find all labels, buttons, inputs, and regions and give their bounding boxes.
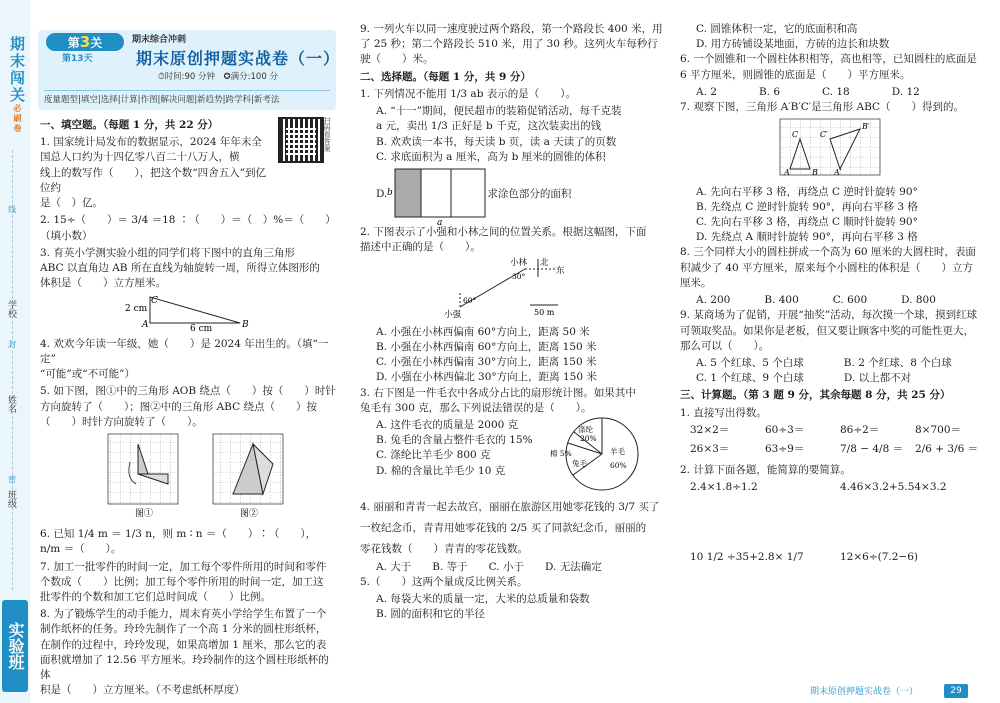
question-2-8: [680, 245, 990, 291]
q4-line: 4. 丽丽和青青一起去故宫，丽丽在旅游区用她零花钱的 3/7 买了: [360, 500, 660, 513]
transform-grid-figure: [680, 117, 990, 179]
question-2-4: [360, 500, 670, 558]
question-2-6: [680, 52, 990, 82]
brand-vertical-title: 期末闯关必刷卷: [8, 36, 26, 134]
option-2-3-b: B. 兔毛的含量占整件毛衣的 15%: [376, 434, 533, 447]
q3-options-with-pie: [360, 418, 670, 500]
option-2-1-a: [376, 104, 670, 134]
position-map-figure: [360, 257, 670, 319]
option-d: D. 以上都不对: [843, 372, 912, 385]
calc-item: 4.46×3.2+5.54×3.2: [840, 481, 947, 494]
seal-line: [12, 150, 14, 590]
q9-line: 可领取奖品。如果你是老板，但又要让顾客中奖的可能性更大，: [680, 324, 974, 337]
vertex-a: A: [784, 168, 790, 178]
stage-badge: 第3关: [46, 33, 124, 51]
seal-tick-seal: 封: [7, 340, 17, 348]
option-2-5-d: D. 用方砖铺设某地面，方砖的边长和块数: [696, 38, 890, 51]
calc-item: 86÷2＝: [840, 423, 880, 436]
option-a: A. 200: [696, 294, 731, 307]
triangle-left-label: 2 cm: [125, 304, 148, 315]
east-label: 东: [556, 266, 565, 277]
section-choice-title: 二、选择题。（每题 1 分，共 9 分）: [360, 70, 531, 83]
calc-item: 10 1/2 ÷35+2.8× 1/7: [690, 550, 804, 563]
column-2: [360, 22, 670, 622]
q9-line: 9. 某商场为了促销，开展“抽奖”活动，每次摸一个球，摸到红球: [680, 309, 978, 322]
option-line: a 元，卖出 1/3 正好是 b 千克，这次装卖出的钱: [376, 120, 602, 133]
pie-polyester-label: 涤纶: [578, 424, 593, 434]
options-2-4: A. 大于 B. 等于 C. 小于 D. 无法确定: [376, 560, 602, 573]
q8-line: 积减少了 40 平方厘米，原来每个小圆柱的体积是（ ）立方: [680, 261, 974, 274]
q1-line: 1. 国家统计局发布的数据显示，2024 年年末全: [40, 136, 262, 149]
angle-60-label: 60°: [463, 296, 477, 306]
vertex-c: C: [792, 130, 799, 140]
option-2-3-a: A. 这件毛衣的质量是 2000 克: [376, 418, 519, 431]
option-2-1-b: B. 欢欢读一本书，每天读 b 页，读 a 天读了的页数: [376, 135, 617, 148]
option-line: A. “十一”期间，便民超市的装箱促销活动，每千克装: [376, 105, 622, 118]
q3-line: 体积是（ ）立方厘米。: [40, 277, 166, 290]
pie-wool-pct: 60%: [610, 460, 627, 470]
question-2-7: 7. 观察下图，三角形 A′B′C′是三角形 ABC（ ）得到的。: [680, 101, 965, 114]
options-2-9-cd: [696, 371, 990, 386]
exam-header: [38, 30, 341, 110]
q9-line: 9. 一列火车以同一速度驶过两个路段，第一个路段长 400 米，用: [360, 23, 663, 35]
time-limit: ⏱时间:90 分钟: [158, 72, 216, 82]
q9-line: 驶（ ）米。: [360, 53, 434, 66]
option-a: A. 5 个红球、5 个白球: [696, 356, 804, 369]
side-a-label: a: [437, 217, 443, 225]
option-a: A. 2: [696, 85, 717, 98]
option-c: C. 600: [832, 294, 868, 307]
class-label: 班级: [6, 490, 17, 508]
option-d-note: 求涂色部分的面积: [487, 188, 572, 201]
q8-line: 制作纸杯的任务。玲玲先制作了一个高 1 分米的圆柱形纸杯，: [40, 623, 327, 636]
north-label: 北: [540, 258, 549, 269]
q1-line: 是（ ）亿。: [40, 197, 103, 210]
figure-1-caption: 图①: [135, 508, 154, 519]
scale-label: 50 m: [534, 308, 555, 318]
q7-line: 7. 加工一批零件的时间一定，加工每个零件所用的时间和零件: [40, 560, 327, 573]
q5-line: 5. 如下图，图①中的三角形 AOB 绕点（ ）按（ ）时针: [40, 385, 336, 398]
brand-bottom-badge: 实验班: [2, 600, 28, 692]
calc-item: 60÷3＝: [765, 423, 805, 436]
calc-2-row-1: [690, 480, 990, 495]
wool-pie-chart: [550, 410, 650, 494]
vertex-b-prime: B′: [862, 122, 870, 132]
q6-line: 6. 一个圆锥和一个圆柱体积相等，高也相等，已知圆柱的底面是: [680, 53, 977, 66]
q3-line: ABC 以直角边 AB 所在直线为轴旋转一周，所得立体图形的: [40, 261, 320, 274]
vertex-a-prime: A′: [834, 168, 842, 178]
calc-item: 12×6÷(7.2−6): [840, 550, 919, 563]
option-2-3-c: C. 涤纶比羊毛少 800 克: [376, 449, 491, 462]
options-2-8: [696, 293, 990, 308]
figure-2-caption: 图②: [240, 508, 259, 519]
q6-line: 6 平方厘米，则圆锥的底面是（ ）平方厘米。: [680, 68, 911, 81]
q7-line: 个数成（ ）比例；加工每个零件所用的时间一定，加工这: [40, 575, 324, 588]
pie-cotton-label: 棉 5%: [550, 448, 572, 458]
stage-label: 期末综合冲刺: [132, 35, 187, 45]
option-2-5-b: B. 圆的面积和它的半径: [376, 608, 485, 621]
q2-line: 描述中正确的是（ ）。: [360, 241, 481, 254]
pie-rabbit-label: 兔毛: [572, 458, 587, 468]
vertex-b: B: [812, 168, 818, 178]
column-1: [40, 116, 336, 701]
question-1-2: 2. 15÷（ ）＝ 3/4 ＝18 ∶（ ）＝（ ）%＝（ ）（填小数）: [40, 214, 336, 242]
q4-line: “可能”或“不可能”）: [40, 368, 135, 381]
question-2-2: [360, 225, 670, 255]
option-2-2-a: A. 小强在小林西偏南 60°方向上，距离 50 米: [376, 325, 590, 338]
q9-line: 了 25 秒；第二个路段长 510 米，用了 30 秒。这列火车每秒行: [360, 38, 658, 51]
calc-item: 8×700＝: [915, 423, 962, 436]
option-2-3-d: D. 棉的含量比羊毛少 10 克: [376, 464, 506, 477]
q5-line: 方向旋转了（ ）；图②中的三角形 ABC 绕点（ ）按: [40, 400, 317, 413]
option-2-2-b: B. 小强在小林西偏南 60°方向上，距离 150 米: [376, 340, 597, 353]
option-2-7-c: C. 先向右平移 3 格，再绕点 C 顺时针旋转 90°: [696, 215, 918, 228]
qr-caption: 扫码看答案: [323, 117, 332, 152]
section-calc-title: 三、计算题。（第 3 题 9 分，其余每题 8 分，共 25 分）: [680, 389, 951, 402]
pie-wool-label: 羊毛: [610, 446, 625, 456]
question-1-4: [40, 337, 336, 383]
option-2-1-d: [376, 165, 670, 225]
topics-bar: 度量题型|填空|选择|计算|作图|解决问题|新趋势|跨学科|新考法: [44, 90, 330, 106]
calc-1-title: 1. 直接写出得数。: [680, 406, 767, 419]
xiaolin-label: 小林: [510, 258, 528, 269]
options-2-6: [696, 85, 990, 100]
question-2-5: 5.（ ）这两个量成反比例关系。: [360, 575, 528, 588]
pie-polyester-pct: 20%: [580, 433, 597, 443]
options-2-9-ab: [696, 356, 990, 371]
column-3: [680, 22, 990, 565]
option-2-5-a: A. 每袋大米的质量一定，大米的总质量和袋数: [376, 593, 590, 606]
option-2-7-a: A. 先向右平移 3 格，再绕点 C 逆时针旋转 90°: [696, 185, 918, 198]
q4-line: 4. 欢欢今年读一年级，她（ ）是 2024 年出生的。（填“一定”: [40, 337, 329, 365]
question-2-9: [680, 308, 990, 354]
triangle-vertex-c: C: [151, 296, 158, 307]
right-triangle-figure: [40, 293, 336, 331]
q4-line: 一枚纪念币，青青用她零花钱的 2/5 买了同款纪念币，丽丽的: [360, 522, 647, 535]
q8-line: 在制作的过程中，玲玲发现，如果高增加 1 厘米，那么它的表: [40, 638, 327, 651]
time-score: [158, 71, 278, 83]
option-d-letter: D.: [376, 188, 388, 201]
page-number: 29: [944, 684, 968, 698]
calc-row-1: [690, 423, 990, 438]
option-b: B. 2 个红球、8 个白球: [843, 356, 952, 369]
footer-label: 期末原创押题实战卷（一）: [810, 687, 919, 697]
calc-item: 63÷9＝: [765, 443, 805, 456]
option-b: B. 6: [758, 85, 781, 98]
q5-line: （ ）时针方向旋转了（ ）。: [40, 415, 203, 428]
q1-line: 线上的数写作（ ），把这个数“四舍五入”到亿位约: [40, 166, 266, 194]
seal-tick-close: 密: [7, 475, 17, 483]
section-fill-blank-title: 一、填空题。（每题 1 分，共 22 分）: [40, 119, 219, 131]
day-label: 第13天: [62, 54, 93, 64]
option-b: B. 400: [764, 294, 799, 307]
q1-line: 国总人口约为十四亿零八百二十八万人，横: [40, 151, 240, 164]
question-1-5: [40, 384, 336, 430]
question-1-1: [40, 135, 272, 211]
calc-item: 2.4×1.8÷1.2: [690, 481, 758, 494]
vertex-c-prime: C′: [820, 130, 828, 140]
q8-line: 8. 三个同样大小的圆柱拼成一个高为 60 厘米的大圆柱时，表面: [680, 246, 976, 259]
shaded-rect-figure: [387, 165, 487, 225]
calc-item: 26×3＝: [690, 443, 730, 456]
q8-line: 积是（ ）立方厘米。（不考虑纸杯厚度）: [40, 684, 245, 697]
calc-item: 2/6 + 3/6 ＝: [915, 443, 979, 456]
name-label: 姓名: [6, 395, 17, 413]
question-2-1: 1. 下列情况不能用 1/3 ab 表示的是（ ）。: [360, 87, 576, 100]
calc-2-title: 2. 计算下面各题，能简算的要简算。: [680, 464, 851, 477]
rotation-figures: [40, 432, 336, 522]
xiaoqiang-label: 小强: [444, 310, 462, 320]
option-2-1-c: C. 求底面积为 a 厘米，高为 b 厘米的圆锥的体积: [376, 150, 606, 163]
question-1-7: [40, 560, 336, 606]
q3-line: 3. 右下图是一件毛衣中各成分占比的扇形统计图。如果其中: [360, 386, 636, 399]
option-d: D. 800: [901, 294, 936, 307]
q3-line: 兔毛有 300 克，那么下列说法错误的是（ ）。: [360, 401, 592, 414]
calc-2-row-2: [690, 550, 990, 565]
triangle-bottom-label: 6 cm: [190, 324, 213, 332]
q3-line: 3. 育英小学测实验小组的同学们将下图中的直角三角形: [40, 246, 295, 259]
option-2-5-c: C. 圆锥体积一定，它的底面积和高: [696, 23, 858, 35]
option-d: D. 12: [891, 85, 920, 98]
option-c: C. 18: [822, 85, 850, 98]
question-1-8: [40, 607, 336, 698]
side-b-label: b: [387, 187, 394, 198]
q8-line: 8. 为了锻炼学生的动手能力，周末育英小学给学生布置了一个: [40, 608, 327, 621]
angle-30-label: 30°: [512, 272, 526, 282]
option-2-7-b: B. 先绕点 C 逆时针旋转 90°，再向右平移 3 格: [696, 200, 918, 213]
calc-item: 32×2＝: [690, 423, 730, 436]
question-1-3: [40, 246, 336, 292]
question-1-9: [360, 22, 670, 68]
option-2-2-d: D. 小强在小林西偏北 30°方向上，距离 150 米: [376, 371, 597, 384]
calc-row-2: [690, 442, 990, 457]
seal-tick-line: 线: [7, 205, 17, 213]
option-2-2-c: C. 小强在小林西偏南 30°方向上，距离 150 米: [376, 356, 597, 369]
q2-line: 2. 下图表示了小强和小林之间的位置关系。根据这幅图，下面: [360, 225, 647, 238]
school-label: 学校: [6, 300, 17, 318]
triangle-vertex-a: A: [142, 320, 149, 331]
q7-line: 批零件的个数和加工它们总时间成（ ）比例。: [40, 591, 271, 604]
option-c: C. 1 个红球、9 个白球: [696, 372, 804, 385]
q8-line: 厘米。: [680, 276, 712, 289]
question-1-6: 6. 已知 1/4 m ＝ 1/3 n，则 m ∶ n ＝（ ）∶（ ），n/m ＝（ ）。: [40, 528, 317, 556]
q8-line: 面积就增加了 12.56 平方厘米。玲玲制作的这个圆柱形纸杯的体: [40, 653, 329, 682]
q4-line: 零花钱数（ ）青青的零花钱数。: [360, 543, 528, 556]
exam-title: 期末原创押题实战卷（一）: [136, 49, 341, 68]
triangle-vertex-b: B: [242, 320, 249, 331]
q9-line: 那么可以（ ）。: [680, 339, 770, 352]
calc-item: 7/8 − 4/8 ＝: [840, 443, 904, 456]
full-score: ✪满分:100 分: [223, 72, 278, 82]
option-2-7-d: D. 先绕点 A 顺时针旋转 90°，再向右平移 3 格: [696, 231, 918, 244]
